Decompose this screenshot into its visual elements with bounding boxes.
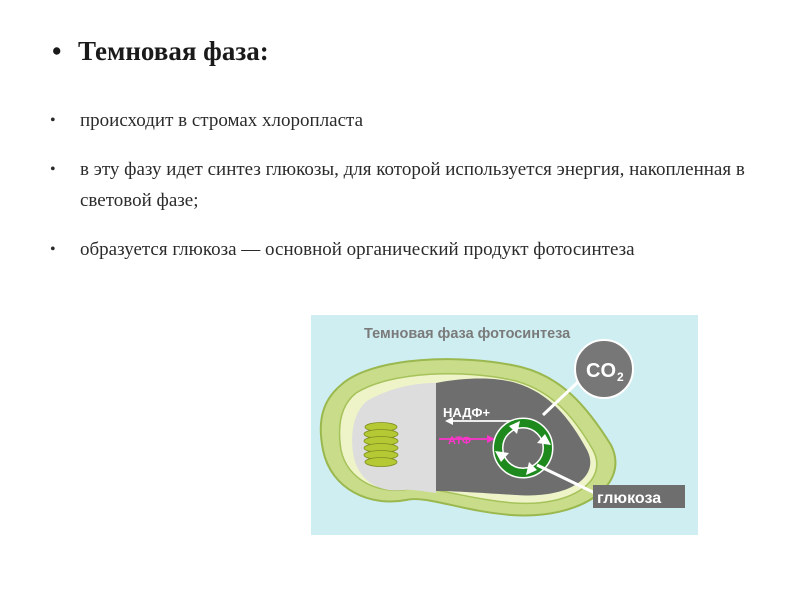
list-item-text: образуется глюкоза — основной органический продукт фотосинтеза [80, 239, 635, 260]
grana-stack [364, 423, 398, 467]
dark-phase-diagram [311, 315, 698, 535]
list-item [50, 105, 750, 136]
heading-text: Темновая фаза: [78, 36, 269, 66]
heading-bullet: • [52, 36, 62, 66]
bullet-dot: • [50, 161, 56, 178]
glucose-label: глюкоза [597, 490, 662, 507]
chloroplast-illustration [311, 315, 698, 535]
list-item [50, 234, 750, 265]
list-item-text: в эту фазу идет синтез глюкозы, для которой используется энергия, накопленная в световой фазе; [80, 159, 745, 211]
list-item [50, 154, 750, 216]
nadp-label: НАДФ+ [443, 405, 491, 420]
diagram-title: Темновая фаза фотосинтеза [364, 326, 571, 342]
bullet-list [50, 105, 750, 283]
co2-subscript: 2 [617, 370, 624, 384]
list-item-text: происходит в стромах хлоропласта [80, 110, 364, 131]
bullet-dot: • [50, 241, 56, 258]
atp-label: АТФ [448, 435, 472, 447]
co2-label: CO [586, 360, 616, 382]
bullet-dot: • [50, 112, 56, 129]
